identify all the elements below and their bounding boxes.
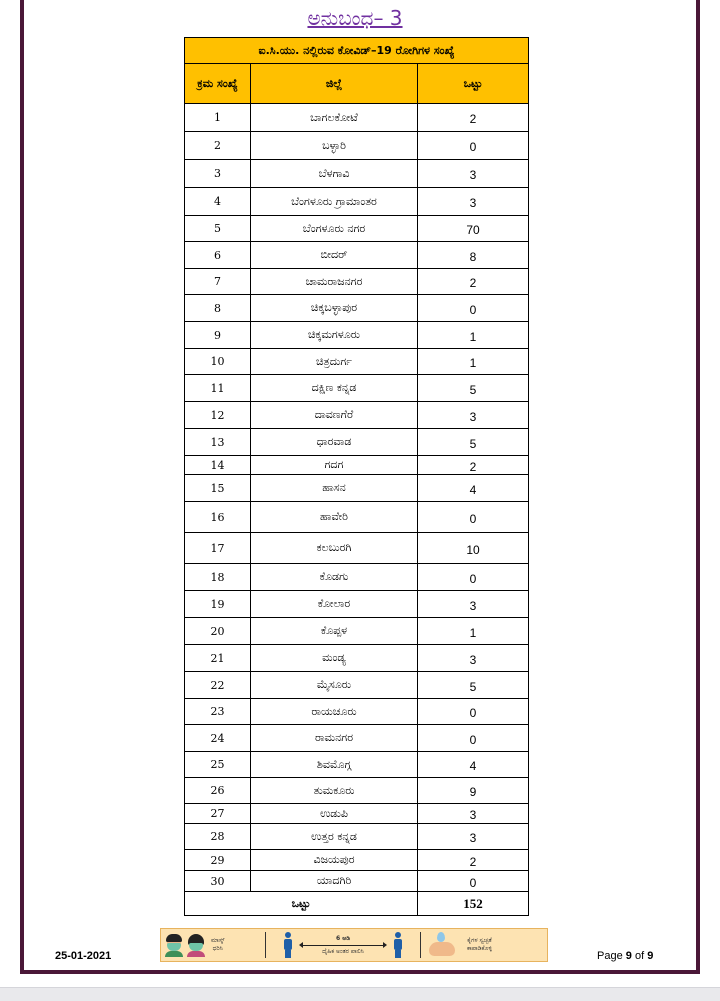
row-district: ಕೊಪ್ಪಳ bbox=[251, 618, 418, 645]
row-count: 1 bbox=[418, 618, 529, 645]
page-number bbox=[597, 950, 653, 962]
row-sl-number: 12 bbox=[185, 402, 251, 429]
table-row bbox=[185, 850, 529, 871]
row-district: ಕೊಡಗು bbox=[251, 564, 418, 591]
row-district: ಬೆಂಗಳೂರು ನಗರ bbox=[251, 216, 418, 242]
row-count: 4 bbox=[418, 475, 529, 502]
table-row bbox=[185, 804, 529, 824]
row-count: 0 bbox=[418, 871, 529, 892]
table-row bbox=[185, 188, 529, 216]
table-row bbox=[185, 375, 529, 402]
row-sl-number: 14 bbox=[185, 456, 251, 475]
handwash-segment bbox=[421, 929, 547, 961]
row-sl-number: 29 bbox=[185, 850, 251, 871]
row-district: ಕೋಲಾರ bbox=[251, 591, 418, 618]
row-count: 3 bbox=[418, 188, 529, 216]
row-district: ದಕ್ಷಿಣ ಕನ್ನಡ bbox=[251, 375, 418, 402]
row-count: 0 bbox=[418, 699, 529, 725]
table-row bbox=[185, 672, 529, 699]
column-header-sl: ಕ್ರಮ ಸಂಖ್ಯೆ bbox=[185, 64, 251, 104]
total-label: ಒಟ್ಟು bbox=[185, 892, 418, 916]
total-value: 152 bbox=[418, 892, 529, 916]
row-sl-number: 30 bbox=[185, 871, 251, 892]
table-row bbox=[185, 242, 529, 269]
distance-segment bbox=[266, 929, 420, 961]
table-row bbox=[185, 456, 529, 475]
row-count: 0 bbox=[418, 564, 529, 591]
row-sl-number: 1 bbox=[185, 104, 251, 132]
row-district: ಶಿವಮೊಗ್ಗ bbox=[251, 752, 418, 778]
distance-text: ದೈಹಿಕ ಅಂತರ ಪಾಲಿಸಿ bbox=[322, 947, 364, 955]
mask-text-2: ಧರಿಸಿ bbox=[212, 945, 223, 952]
row-district: ಚಿಕ್ಕಬಳ್ಳಾಪುರ bbox=[251, 295, 418, 322]
row-district: ಬಳ್ಳಾರಿ bbox=[251, 132, 418, 160]
table-row bbox=[185, 429, 529, 456]
total-row bbox=[185, 892, 529, 916]
mask-segment bbox=[161, 929, 265, 961]
row-district: ಧಾರವಾಡ bbox=[251, 429, 418, 456]
handwash-icon bbox=[427, 932, 457, 958]
row-district: ಕಲಬುರಗಿ bbox=[251, 533, 418, 564]
row-district: ವಿಜಯಪುರ bbox=[251, 850, 418, 871]
row-count: 3 bbox=[418, 591, 529, 618]
row-district: ಗದಗ bbox=[251, 456, 418, 475]
table-row bbox=[185, 564, 529, 591]
row-district: ಮಂಡ್ಯ bbox=[251, 645, 418, 672]
row-count: 2 bbox=[418, 456, 529, 475]
row-sl-number: 10 bbox=[185, 349, 251, 375]
row-sl-number: 5 bbox=[185, 216, 251, 242]
table-title-row bbox=[185, 38, 529, 64]
row-sl-number: 11 bbox=[185, 375, 251, 402]
row-count: 4 bbox=[418, 752, 529, 778]
row-count: 1 bbox=[418, 322, 529, 349]
row-count: 1 bbox=[418, 349, 529, 375]
hands-text-2: ಕಾಪಾಡಿಕೊಳ್ಳಿ bbox=[467, 945, 492, 952]
row-count: 2 bbox=[418, 269, 529, 295]
column-header-total: ಒಟ್ಟು bbox=[418, 64, 529, 104]
table-row bbox=[185, 322, 529, 349]
row-district: ಉಡುಪಿ bbox=[251, 804, 418, 824]
row-sl-number: 25 bbox=[185, 752, 251, 778]
row-district: ಯಾದಗಿರಿ bbox=[251, 871, 418, 892]
page-of: of bbox=[634, 950, 645, 962]
row-sl-number: 26 bbox=[185, 778, 251, 804]
row-sl-number: 13 bbox=[185, 429, 251, 456]
table-row bbox=[185, 104, 529, 132]
table-row bbox=[185, 295, 529, 322]
icu-covid-table bbox=[184, 37, 529, 916]
row-sl-number: 15 bbox=[185, 475, 251, 502]
table-row bbox=[185, 349, 529, 375]
row-count: 8 bbox=[418, 242, 529, 269]
row-count: 5 bbox=[418, 429, 529, 456]
distance-value: 6 ಅಡಿ bbox=[336, 934, 350, 942]
row-count: 2 bbox=[418, 104, 529, 132]
person-icon-right bbox=[393, 932, 403, 958]
row-count: 5 bbox=[418, 375, 529, 402]
annex-title: ಅನುಬಂಧ– 3 bbox=[307, 6, 403, 30]
masked-man-icon bbox=[165, 934, 183, 956]
footer-date: 25-01-2021 bbox=[55, 950, 112, 962]
row-count: 3 bbox=[418, 645, 529, 672]
mask-text-1: ಮಾಸ್ಕ್ bbox=[211, 937, 225, 944]
row-count: 0 bbox=[418, 502, 529, 533]
row-district: ಬಾಗಲಕೋಟೆ bbox=[251, 104, 418, 132]
hands-text-1: ಕೈಗಳ ಸ್ವಚ್ಛತೆ bbox=[467, 937, 492, 944]
row-sl-number: 8 bbox=[185, 295, 251, 322]
row-sl-number: 21 bbox=[185, 645, 251, 672]
row-district: ಹಾಸನ bbox=[251, 475, 418, 502]
table-row bbox=[185, 871, 529, 892]
person-icon-left bbox=[283, 932, 293, 958]
row-sl-number: 9 bbox=[185, 322, 251, 349]
row-sl-number: 22 bbox=[185, 672, 251, 699]
double-arrow-icon bbox=[301, 945, 385, 946]
row-count: 3 bbox=[418, 804, 529, 824]
row-district: ಚಿತ್ರದುರ್ಗ bbox=[251, 349, 418, 375]
table-row bbox=[185, 591, 529, 618]
row-sl-number: 28 bbox=[185, 824, 251, 850]
table-row bbox=[185, 269, 529, 295]
row-count: 10 bbox=[418, 533, 529, 564]
row-count: 3 bbox=[418, 160, 529, 188]
row-district: ರಾಮನಗರ bbox=[251, 725, 418, 752]
row-sl-number: 18 bbox=[185, 564, 251, 591]
row-district: ಚಾಮರಾಜನಗರ bbox=[251, 269, 418, 295]
table-row bbox=[185, 216, 529, 242]
column-header-district: ಜಿಲ್ಲೆ bbox=[251, 64, 418, 104]
table-row bbox=[185, 533, 529, 564]
table-row bbox=[185, 160, 529, 188]
safety-banner bbox=[160, 928, 548, 962]
row-district: ಚಿಕ್ಕಮಗಳೂರು bbox=[251, 322, 418, 349]
table-row bbox=[185, 618, 529, 645]
page-current: 9 bbox=[625, 950, 632, 962]
row-sl-number: 23 bbox=[185, 699, 251, 725]
row-district: ಮೈಸೂರು bbox=[251, 672, 418, 699]
row-sl-number: 17 bbox=[185, 533, 251, 564]
row-count: 0 bbox=[418, 132, 529, 160]
table-row bbox=[185, 778, 529, 804]
row-count: 70 bbox=[418, 216, 529, 242]
row-sl-number: 7 bbox=[185, 269, 251, 295]
table-row bbox=[185, 824, 529, 850]
row-district: ದಾವಣಗೆರೆ bbox=[251, 402, 418, 429]
row-district: ಬೆಳಗಾವಿ bbox=[251, 160, 418, 188]
row-sl-number: 3 bbox=[185, 160, 251, 188]
table-header-row bbox=[185, 64, 529, 104]
row-sl-number: 24 bbox=[185, 725, 251, 752]
table-row bbox=[185, 699, 529, 725]
row-count: 0 bbox=[418, 725, 529, 752]
page-total: 9 bbox=[647, 950, 654, 962]
row-count: 3 bbox=[418, 824, 529, 850]
row-sl-number: 27 bbox=[185, 804, 251, 824]
row-count: 2 bbox=[418, 850, 529, 871]
row-count: 5 bbox=[418, 672, 529, 699]
page-label: Page bbox=[597, 950, 623, 962]
table-row bbox=[185, 752, 529, 778]
row-sl-number: 19 bbox=[185, 591, 251, 618]
row-district: ಉತ್ತರ ಕನ್ನಡ bbox=[251, 824, 418, 850]
row-district: ತುಮಕೂರು bbox=[251, 778, 418, 804]
table-row bbox=[185, 645, 529, 672]
row-district: ಬೆಂಗಳೂರು ಗ್ರಾಮಾಂತರ bbox=[251, 188, 418, 216]
row-sl-number: 20 bbox=[185, 618, 251, 645]
table-row bbox=[185, 475, 529, 502]
row-district: ರಾಯಚೂರು bbox=[251, 699, 418, 725]
row-district: ಹಾವೇರಿ bbox=[251, 502, 418, 533]
table-row bbox=[185, 725, 529, 752]
row-sl-number: 2 bbox=[185, 132, 251, 160]
row-sl-number: 6 bbox=[185, 242, 251, 269]
row-count: 3 bbox=[418, 402, 529, 429]
row-count: 0 bbox=[418, 295, 529, 322]
table-row bbox=[185, 502, 529, 533]
table-row bbox=[185, 132, 529, 160]
row-count: 9 bbox=[418, 778, 529, 804]
table-title: ಐ.ಸಿ.ಯು. ನಲ್ಲಿರುವ ಕೋವಿಡ್–19 ರೋಗಿಗಳ ಸಂಖ್ಯೆ bbox=[185, 38, 529, 64]
masked-woman-icon bbox=[187, 934, 205, 956]
table-row bbox=[185, 402, 529, 429]
row-sl-number: 16 bbox=[185, 502, 251, 533]
row-sl-number: 4 bbox=[185, 188, 251, 216]
viewer-bottom-strip bbox=[0, 987, 720, 1001]
row-district: ಬೀದರ್ bbox=[251, 242, 418, 269]
